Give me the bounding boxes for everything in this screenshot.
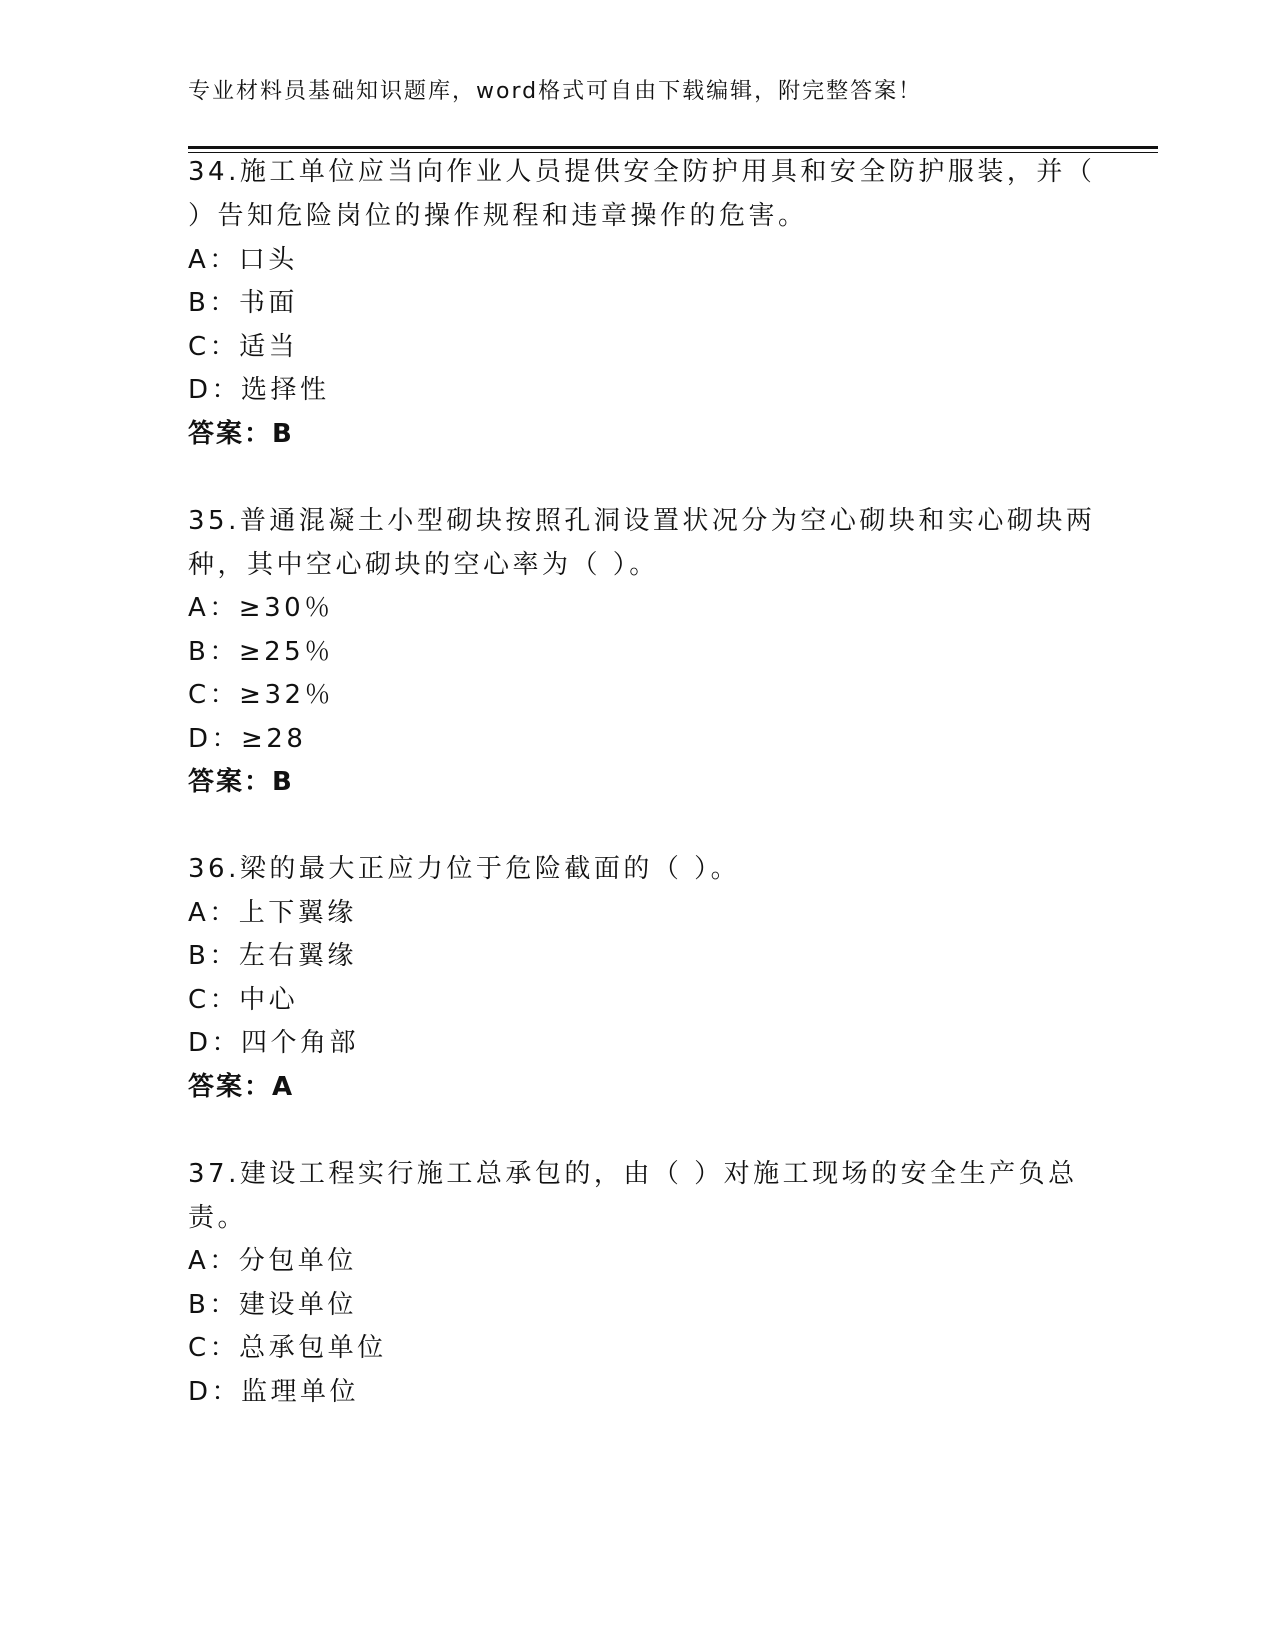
question-34-option-d: D：选择性 bbox=[188, 375, 330, 405]
question-36-answer: 答案：A bbox=[188, 1072, 295, 1102]
question-35-option-b: B：≥25％ bbox=[188, 637, 334, 667]
document-header: 专业材料员基础知识题库，word格式可自由下载编辑，附完整答案！ bbox=[188, 79, 923, 104]
question-36-stem-line1: 36.梁的最大正应力位于危险截面的（ ）。 bbox=[188, 854, 741, 884]
question-37-option-c: C：总承包单位 bbox=[188, 1333, 387, 1363]
question-37-stem-line2: 责。 bbox=[188, 1203, 248, 1233]
question-34-answer: 答案：B bbox=[188, 419, 294, 449]
question-34-stem-line1: 34.施工单位应当向作业人员提供安全防护用具和安全防护服装，并（ bbox=[188, 157, 1096, 187]
question-35-stem-line1: 35.普通混凝土小型砌块按照孔洞设置状况分为空心砌块和实心砌块两 bbox=[188, 506, 1096, 536]
question-37-option-d: D：监理单位 bbox=[188, 1377, 360, 1407]
question-35-stem-line2: 种，其中空心砌块的空心率为（ ）。 bbox=[188, 550, 659, 580]
question-37-option-b: B：建设单位 bbox=[188, 1290, 357, 1320]
question-37-stem-line1: 37.建设工程实行施工总承包的，由（ ）对施工现场的安全生产负总 bbox=[188, 1159, 1078, 1189]
question-36-option-a: A：上下翼缘 bbox=[188, 898, 357, 928]
header-rule-thin bbox=[188, 152, 1158, 153]
question-36-option-c: C：中心 bbox=[188, 985, 299, 1015]
question-35-option-d: D：≥28 bbox=[188, 724, 307, 754]
question-36-option-d: D：四个角部 bbox=[188, 1028, 360, 1058]
question-34-stem-line2: ）告知危险岗位的操作规程和违章操作的危害。 bbox=[188, 201, 808, 231]
question-34-option-b: B：书面 bbox=[188, 288, 298, 318]
question-34-option-a: A：口头 bbox=[188, 245, 298, 275]
question-37-option-a: A：分包单位 bbox=[188, 1246, 357, 1276]
question-35-option-c: C：≥32％ bbox=[188, 680, 335, 710]
question-35-option-a: A：≥30％ bbox=[188, 593, 334, 623]
question-35-answer: 答案：B bbox=[188, 767, 294, 797]
question-36-option-b: B：左右翼缘 bbox=[188, 941, 357, 971]
question-34-option-c: C：适当 bbox=[188, 332, 299, 362]
header-rule-thick bbox=[188, 146, 1158, 149]
